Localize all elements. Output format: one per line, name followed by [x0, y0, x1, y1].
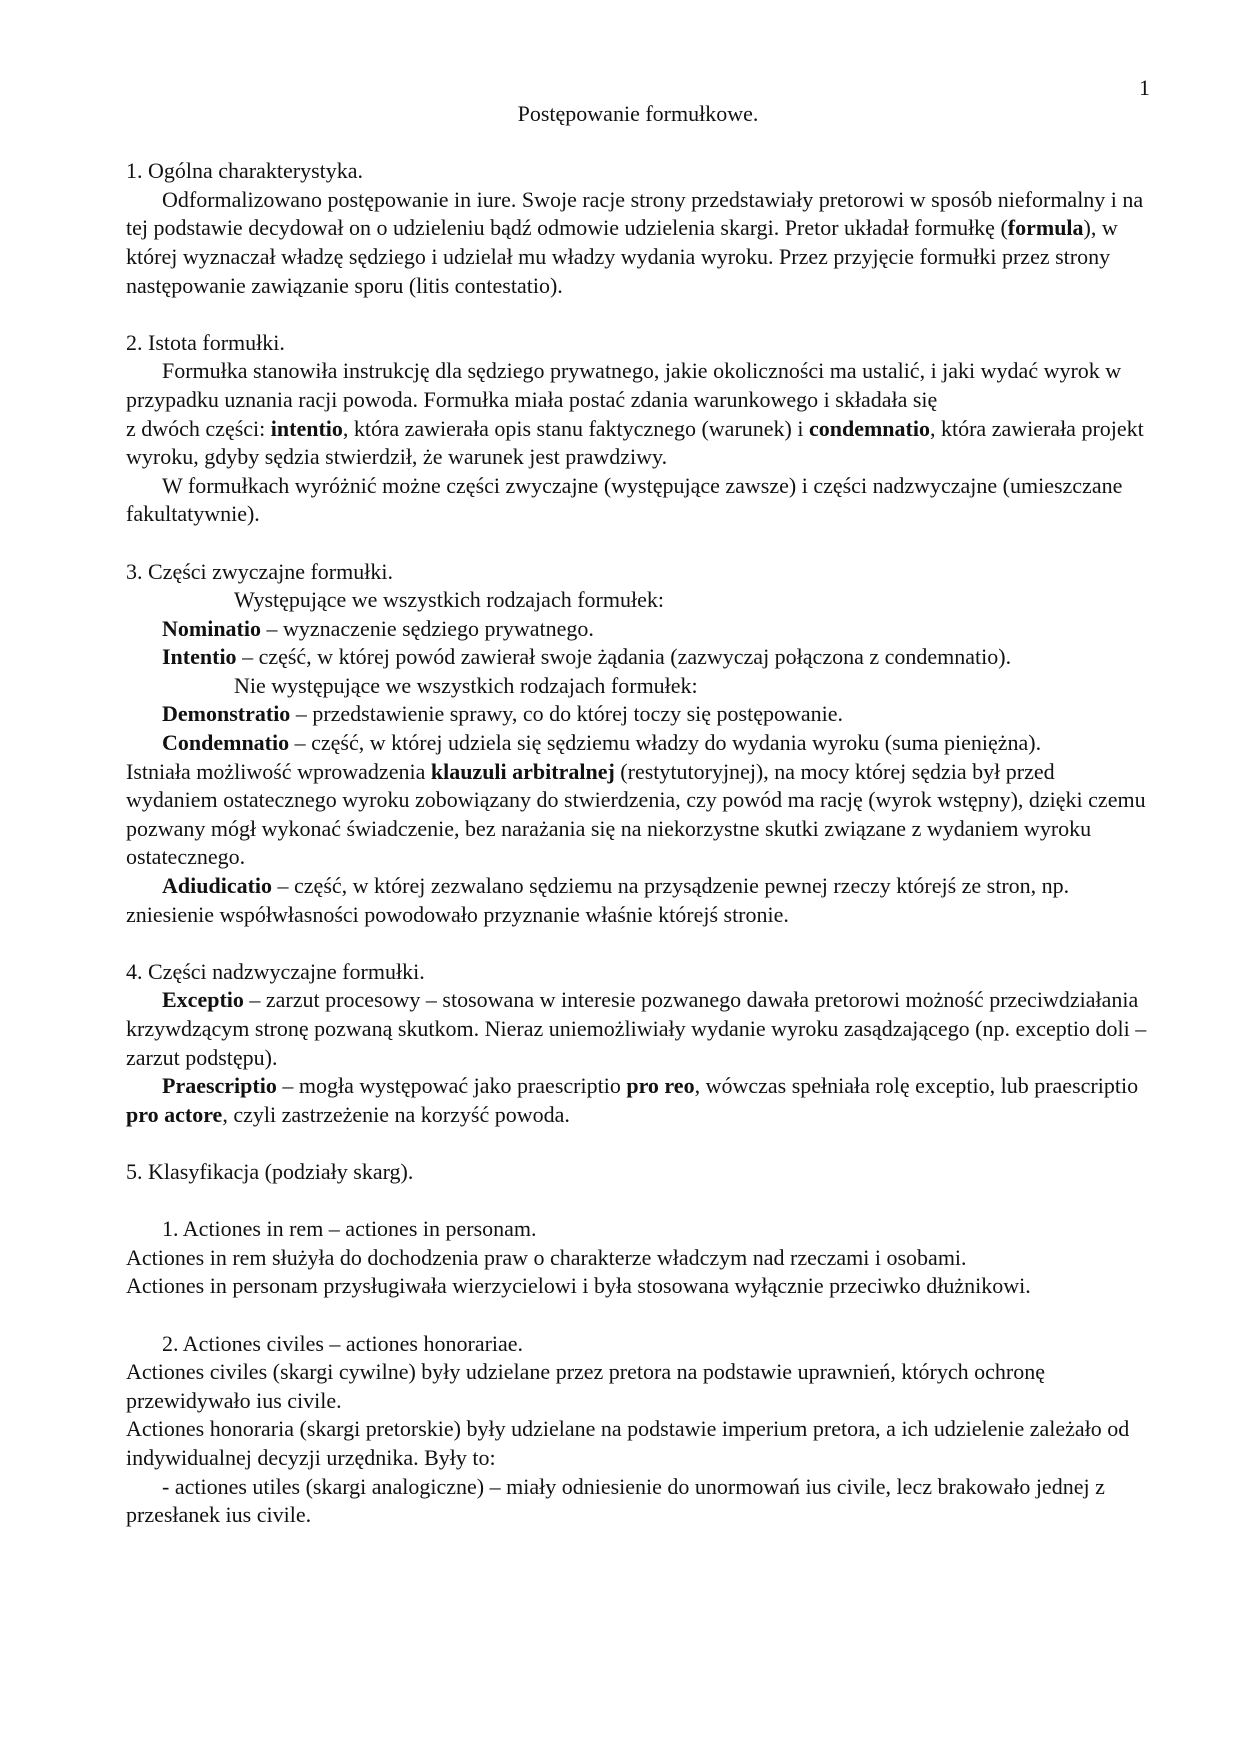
document-title: Postępowanie formułkowe. — [517, 101, 759, 126]
list-item: - actiones utiles (skargi analogiczne) – miały odniesienie do unormowań ius civile, lecz brakowało jednej z przesłanek ius civile. — [126, 1473, 1105, 1528]
bold-term: condemnatio — [808, 415, 930, 441]
term-definition — [126, 872, 1150, 929]
page-number: 1 — [1139, 75, 1150, 100]
text-run: – wyznaczenie sędziego prywatnego. — [261, 615, 594, 641]
section-extraordinary-parts — [126, 958, 1150, 1130]
text-run: , która zawierała projekt wyroku, gdyby sędzia stwierdził, że warunek jest prawdziwy. — [126, 415, 1144, 470]
text-run: – zarzut procesowy – stosowana w interesie pozwanego dawała pretorowi możność przeciwdziałania krzywdzącym stronę pozwaną skutkom. Nieraz uniemożliwiały wydanie wyroku zasądzającego (np. exceptio doli – zarzut podstępu). — [126, 987, 1147, 1070]
subsection-heading: 1. Actiones in rem – actiones in personam. — [162, 1216, 537, 1242]
bold-term: Adiudicatio — [162, 873, 273, 899]
text-run: – mogła występować jako praescriptio — [276, 1073, 627, 1099]
section-heading: 1. Ogólna charakterystyka. — [126, 158, 364, 184]
text-run: – przedstawienie sprawy, co do której toczy się postępowanie. — [290, 701, 843, 727]
section-classification — [126, 1158, 1150, 1530]
bold-term: klauzuli arbitralnej — [430, 758, 615, 784]
paragraph — [126, 415, 1150, 472]
spacer — [126, 1301, 1150, 1330]
spacer — [126, 300, 1150, 329]
paragraph: Actiones in rem służyła do dochodzenia praw o charakterze władczym nad rzeczami i osobami. — [126, 1244, 967, 1270]
section-heading: 4. Części nadzwyczajne formułki. — [126, 958, 425, 984]
paragraph: Actiones civiles (skargi cywilne) były udzielane przez pretora na podstawie uprawnień, których ochronę przewidywało ius civile. — [126, 1359, 1045, 1413]
text-run: – część, w której zezwalano sędziemu na przysądzenie pewnej rzeczy którejś ze stron, np. zniesienie współwłasności powodowało przyznanie właśnie którejś stronie. — [126, 873, 1070, 927]
text-run: ), w której wyznaczał władzę sędziego i udzielał mu władzy wydania wyroku. Przez przyjęcie formułki przez strony następowanie zawiązanie sporu (litis contestatio). — [126, 215, 1118, 298]
section-ordinary-parts — [126, 558, 1150, 930]
paragraph: Actiones in personam przysługiwała wierzycielowi i była stosowana wyłącznie przeciwko dłużnikowi. — [126, 1273, 1031, 1299]
text-run: , wówczas spełniała rolę exceptio, lub praescriptio — [694, 1073, 1139, 1099]
bold-term: formula — [1007, 215, 1084, 241]
bold-term: Condemnatio — [162, 730, 290, 756]
spacer — [126, 929, 1150, 958]
text-run: , która zawierała opis stanu faktycznego (warunek) i — [342, 415, 809, 441]
section-heading: 3. Części zwyczajne formułki. — [126, 558, 393, 584]
bold-term: Demonstratio — [162, 701, 291, 727]
bold-term: Praescriptio — [162, 1073, 277, 1099]
bold-term: pro actore — [126, 1101, 223, 1127]
section-heading: 5. Klasyfikacja (podziały skarg). — [126, 1158, 414, 1184]
text-run: , czyli zastrzeżenie na korzyść powoda. — [222, 1101, 570, 1127]
spacer — [126, 1187, 1150, 1216]
term-definition — [126, 729, 1150, 758]
text-run: Istniała możliwość wprowadzenia — [126, 758, 431, 784]
term-definition — [126, 700, 1150, 729]
subsection-heading: 2. Actiones civiles – actiones honorariae. — [162, 1330, 524, 1356]
paragraph: Nie występujące we wszystkich rodzajach formułek: — [234, 672, 698, 698]
paragraph: Actiones honoraria (skargi pretorskie) były udzielane na podstawie imperium pretora, a ich udzielenie zależało od indywidualnej decyzji urzędnika. Były to: — [126, 1416, 1130, 1470]
spacer — [126, 1129, 1150, 1158]
paragraph: Występujące we wszystkich rodzajach formułek: — [234, 587, 664, 613]
bold-term: intentio — [270, 415, 343, 441]
text-run: – część, w której powód zawierał swoje żądania (zazwyczaj połączona z condemnatio). — [236, 644, 1012, 670]
paragraph: Formułka stanowiła instrukcję dla sędziego prywatnego, jakie okoliczności ma ustalić, i jaki wydać wyrok w przypadku uznania racji powoda. Formułka miała postać zdania warunkowego i składała się — [126, 358, 1122, 412]
text-run: Odformalizowano postępowanie in iure. Swoje racje strony przedstawiały pretorowi w sposób nieformalny i na tej podstawie decydował on o udzieleniu bądź odmowie udzielenia skargi. Pretor układał formułkę ( — [126, 186, 1144, 241]
term-definition — [126, 615, 1150, 644]
paragraph — [126, 186, 1150, 300]
section-essence-of-formula — [126, 329, 1150, 529]
bold-term: pro reo — [626, 1073, 695, 1099]
paragraph: W formułkach wyróżnić możne części zwyczajne (występujące zawsze) i części nadzwyczajne (umieszczane fakultatywnie). — [126, 472, 1123, 527]
text-run: – część, w której udziela się sędziemu władzy do wydania wyroku (suma pieniężna). — [289, 730, 1042, 756]
bold-term: Nominatio — [162, 615, 261, 641]
bold-term: Intentio — [162, 644, 237, 670]
term-definition — [126, 986, 1150, 1072]
bold-term: Exceptio — [162, 987, 244, 1013]
section-general-characteristics — [126, 157, 1150, 300]
spacer — [126, 529, 1150, 558]
section-heading: 2. Istota formułki. — [126, 329, 285, 355]
text-run: (restytutoryjnej), na mocy której sędzia był przed wydaniem ostatecznego wyroku zobowiązany do stwierdzenia, czy powód ma rację (wyrok wstępny), dzięki czemu pozwany mógł wykonać świadczenie, bez narażania się na niekorzystne skutki związane z wydaniem wyroku ostatecznego. — [126, 758, 1146, 870]
term-definition — [126, 643, 1150, 672]
term-definition — [126, 1072, 1150, 1129]
text-run: z dwóch części: — [126, 415, 271, 441]
paragraph — [126, 758, 1150, 872]
